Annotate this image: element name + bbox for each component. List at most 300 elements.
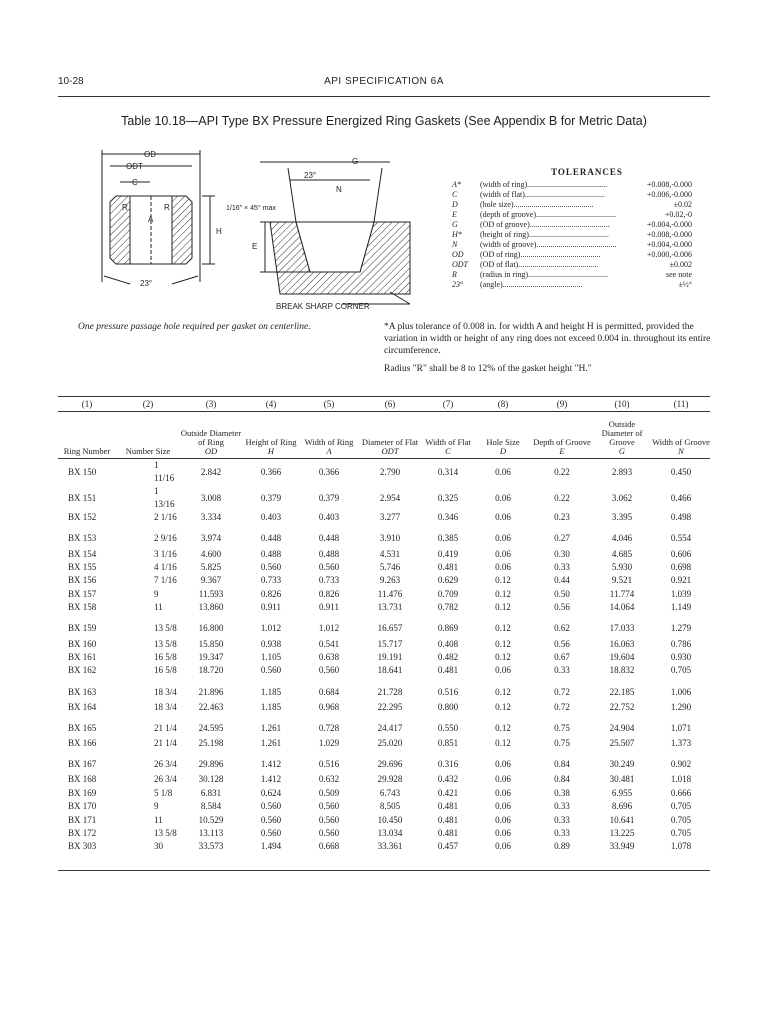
table-cell: BX 172 <box>68 828 97 839</box>
table-cell: 0.930 <box>670 651 692 662</box>
table-cell: 0.366 <box>260 466 282 477</box>
table-cell: 1.029 <box>318 738 340 749</box>
table-cell: 3.395 <box>611 512 633 523</box>
table-cell: 0.560 <box>260 814 282 825</box>
table-cell: 10.641 <box>609 814 635 825</box>
table-cell: 0.75 <box>554 738 570 749</box>
table-cell: 0.12 <box>495 588 511 599</box>
table-cell: 0.921 <box>670 575 692 586</box>
table-cell: BX 157 <box>68 588 97 599</box>
table-cell: BX 168 <box>68 774 97 785</box>
table-cell: 0.12 <box>495 686 511 697</box>
table-cell: 1.006 <box>670 686 692 697</box>
table-cell: 29.696 <box>377 759 403 770</box>
table-cell: 30.128 <box>198 774 224 785</box>
column-header-symbol: A <box>326 446 332 456</box>
table-cell: 0.481 <box>437 828 459 839</box>
tolerance-symbol: 23° <box>452 280 464 289</box>
column-header <box>422 412 474 459</box>
table-cell: 6.743 <box>379 787 401 798</box>
table-cell: 3.334 <box>200 512 222 523</box>
table-cell: 13.731 <box>377 602 403 613</box>
table-cell: 11.774 <box>609 588 635 599</box>
label-c: C <box>132 178 138 187</box>
table-row <box>58 574 710 587</box>
column-number: (2) <box>116 397 180 412</box>
table-cell: 0.33 <box>554 561 570 572</box>
table-cell: 0.12 <box>495 722 511 733</box>
table-row <box>58 614 710 637</box>
column-header <box>242 412 300 459</box>
table-cell: 16.657 <box>377 623 403 634</box>
table-cell: 3.062 <box>611 492 633 503</box>
column-header-symbol: H <box>267 446 275 456</box>
table-row <box>58 664 710 677</box>
table-cell: 0.33 <box>554 801 570 812</box>
table-cell: 24.904 <box>609 722 635 733</box>
table-cell: 0.560 <box>318 561 340 572</box>
tolerance-symbol: A* <box>452 180 461 189</box>
table-cell: 13 5/8 <box>154 638 177 649</box>
groove-section-view <box>260 162 410 304</box>
table-cell: 8.696 <box>611 801 633 812</box>
table-row <box>58 701 710 714</box>
column-header-row <box>58 412 710 459</box>
gasket-dimensions-table <box>58 396 710 854</box>
table-cell: 0.560 <box>260 561 282 572</box>
table-cell: 0.06 <box>495 466 511 477</box>
table-cell: 13.113 <box>198 828 224 839</box>
table-cell: 4.531 <box>379 548 401 559</box>
table-cell: 21.896 <box>198 686 224 697</box>
tolerance-description: (hole size)........................................ <box>480 200 594 209</box>
table-row <box>58 601 710 614</box>
table-cell: 9.367 <box>200 575 222 586</box>
table-cell: 0.38 <box>554 787 570 798</box>
table-cell: 9 <box>154 801 159 812</box>
table-row <box>58 511 710 524</box>
table-cell: 9.521 <box>611 575 633 586</box>
table-cell: 0.541 <box>318 638 340 649</box>
table-cell: 2.790 <box>379 466 401 477</box>
tolerance-value: +0.004,-0.000 <box>646 240 692 249</box>
column-header <box>592 412 652 459</box>
label-angle-top: 23° <box>304 171 317 180</box>
tolerance-symbol: D <box>452 200 458 209</box>
table-cell: 0.938 <box>260 638 282 649</box>
table-row <box>58 678 710 701</box>
table-cell: 0.385 <box>437 533 459 544</box>
table-cell: BX 163 <box>68 686 97 697</box>
column-number: (8) <box>474 397 532 412</box>
column-header-symbol: E <box>559 446 565 456</box>
table-cell: 0.33 <box>554 814 570 825</box>
table-cell: BX 161 <box>68 651 97 662</box>
table-cell: 0.826 <box>318 588 340 599</box>
table-cell: 0.84 <box>554 774 570 785</box>
table-cell: 11 <box>154 814 163 825</box>
column-header <box>116 412 180 459</box>
column-number: (3) <box>180 397 242 412</box>
column-number-row <box>58 397 710 412</box>
tolerances-title: TOLERANCES <box>551 167 623 177</box>
table-row <box>58 588 710 601</box>
table-cell: BX 153 <box>68 533 97 544</box>
column-header-text: Width of Flat <box>425 437 471 447</box>
table-cell: 0.560 <box>260 665 282 676</box>
tolerance-row <box>452 240 692 250</box>
table-cell: 0.786 <box>670 638 692 649</box>
table-cell: 0.911 <box>261 602 281 613</box>
table-cell: 0.75 <box>554 722 570 733</box>
table-cell: BX 156 <box>68 575 97 586</box>
table-cell: 16 5/8 <box>154 665 177 676</box>
tolerance-row <box>452 270 692 280</box>
table-cell: 1.261 <box>260 738 282 749</box>
table-cell: 1.018 <box>670 774 692 785</box>
tolerance-description: (width of flat)........................................ <box>480 190 605 199</box>
table-cell: 0.516 <box>318 759 340 770</box>
tolerance-row <box>452 180 692 190</box>
table-cell: 13.225 <box>609 828 635 839</box>
table-cell: 0.06 <box>495 774 511 785</box>
table-cell: 0.419 <box>437 548 459 559</box>
table-cell: 0.30 <box>554 548 570 559</box>
tolerance-description: (OD of ring)........................................ <box>480 250 601 259</box>
table-cell: 0.624 <box>260 787 282 798</box>
table-cell: 0.12 <box>495 623 511 634</box>
column-header-text: Outside Diameter of Ring <box>180 428 242 447</box>
table-cell: BX 169 <box>68 787 97 798</box>
tolerance-symbol: OD <box>452 250 464 259</box>
table-cell: 0.06 <box>495 665 511 676</box>
tolerance-description: (OD of groove)........................................ <box>480 220 610 229</box>
table-title: Table 10.18—API Type BX Pressure Energized Ring Gaskets (See Appendix B for Metric Data) <box>121 114 647 128</box>
table-cell: 0.84 <box>554 759 570 770</box>
table-row <box>58 773 710 786</box>
gasket-drawing <box>90 142 450 314</box>
table-cell: 3 1/16 <box>154 548 177 559</box>
table-cell: 0.67 <box>554 651 570 662</box>
table-cell: 19.191 <box>377 651 403 662</box>
table-cell: 25.020 <box>377 738 403 749</box>
table-cell: 0.62 <box>554 623 570 634</box>
table-cell: 0.22 <box>554 492 570 503</box>
tolerance-value: +0.006,-0.000 <box>646 190 692 199</box>
table-cell: 2 1/16 <box>154 512 177 523</box>
table-cell: 0.408 <box>437 638 459 649</box>
table-cell: 0.421 <box>437 787 459 798</box>
column-header <box>532 412 592 459</box>
table-cell: 0.606 <box>670 548 692 559</box>
table-cell: 0.56 <box>554 602 570 613</box>
table-cell: 2.842 <box>200 466 222 477</box>
label-e: E <box>252 242 258 251</box>
table-cell: 1.494 <box>260 841 282 852</box>
table-cell: 29.928 <box>377 774 403 785</box>
column-header-symbol: G <box>618 446 626 456</box>
column-header <box>474 412 532 459</box>
table-cell: 0.12 <box>495 638 511 649</box>
table-cell: 16.800 <box>198 623 224 634</box>
table-cell: 33.361 <box>377 841 403 852</box>
table-cell: 3.974 <box>200 533 222 544</box>
table-cell: 16.063 <box>609 638 635 649</box>
column-header-text: Height of Ring <box>245 437 297 447</box>
table-cell: 0.498 <box>670 512 692 523</box>
table-cell: 1.012 <box>260 623 282 634</box>
table-cell: 0.379 <box>318 492 340 503</box>
column-header-symbol: ODT <box>381 446 399 456</box>
table-cell: 0.12 <box>495 651 511 662</box>
table-cell: 1.373 <box>670 738 692 749</box>
table-cell: 0.89 <box>554 841 570 852</box>
table-cell: 0.481 <box>437 665 459 676</box>
table-cell: 0.902 <box>670 759 692 770</box>
table-cell: 1.185 <box>260 686 282 697</box>
table-cell: 0.448 <box>318 533 340 544</box>
table-cell: 0.22 <box>554 466 570 477</box>
tolerance-description: (width of groove)........................................ <box>480 240 617 249</box>
table-cell: 0.06 <box>495 828 511 839</box>
table-cell: 18.720 <box>198 665 224 676</box>
label-break-sharp-corner: BREAK SHARP CORNER <box>276 302 370 311</box>
column-header <box>58 412 116 459</box>
table-cell: 0.12 <box>495 701 511 712</box>
table-cell: 1.279 <box>670 623 692 634</box>
table-row <box>58 561 710 574</box>
table-cell: 0.23 <box>554 512 570 523</box>
table-cell: 0.733 <box>260 575 282 586</box>
table-cell: 0.379 <box>260 492 282 503</box>
column-header-text: Number Size <box>125 446 171 456</box>
table-cell: 1.290 <box>670 701 692 712</box>
table-cell: 0.346 <box>437 512 459 523</box>
tolerance-description: (depth of groove)........................................ <box>480 210 616 219</box>
table-cell: 18 3/4 <box>154 686 177 697</box>
table-cell: 13 5/8 <box>154 828 177 839</box>
tolerance-description: (radius in ring)........................................ <box>480 270 608 279</box>
table-row <box>58 547 710 560</box>
page-header <box>58 74 710 92</box>
label-odt: ODT <box>126 162 143 171</box>
table-cell: 0.782 <box>437 602 459 613</box>
table-cell: 0.705 <box>670 801 692 812</box>
table-cell: 5 1/8 <box>154 787 173 798</box>
table-cell: 0.450 <box>670 466 692 477</box>
table-cell: 1.412 <box>260 774 282 785</box>
label-h: H <box>216 227 222 236</box>
table-row <box>58 800 710 813</box>
tolerance-value: +0.008,-0.000 <box>646 230 692 239</box>
table-cell: 7 1/16 <box>154 575 177 586</box>
table-cell: 1.071 <box>670 722 692 733</box>
column-header <box>300 412 358 459</box>
table-cell: BX 155 <box>68 561 97 572</box>
table-cell: 1.078 <box>670 841 692 852</box>
table-cell: 0.509 <box>318 787 340 798</box>
tolerance-symbol: H* <box>452 230 462 239</box>
table-cell: 0.705 <box>670 665 692 676</box>
table-row <box>58 485 710 511</box>
table-cell: 18 3/4 <box>154 701 177 712</box>
column-number: (6) <box>358 397 422 412</box>
table-cell: 2.954 <box>379 492 401 503</box>
table-row <box>58 524 710 547</box>
table-cell: 0.629 <box>437 575 459 586</box>
table-cell: 0.50 <box>554 588 570 599</box>
tolerance-row <box>452 260 692 270</box>
column-header-symbol: OD <box>204 446 218 456</box>
tolerance-symbol: E <box>452 210 457 219</box>
table-cell: 13.860 <box>198 602 224 613</box>
table-cell: BX 151 <box>68 492 97 503</box>
table-cell: 0.560 <box>318 665 340 676</box>
tolerance-description: (width of ring)........................................ <box>480 180 608 189</box>
table-cell: 22.752 <box>609 701 635 712</box>
tolerance-description: (height of ring)........................................ <box>480 230 609 239</box>
table-cell: 0.481 <box>437 814 459 825</box>
table-row <box>58 651 710 664</box>
tolerance-row <box>452 200 692 210</box>
table-cell: 9.263 <box>379 575 401 586</box>
table-cell: 0.12 <box>495 738 511 749</box>
table-cell: 29.896 <box>198 759 224 770</box>
table-cell: 0.698 <box>670 561 692 572</box>
column-header-text: Diameter of Flat <box>361 437 419 447</box>
table-cell: 0.550 <box>437 722 459 733</box>
tolerance-value: +0.000,-0.006 <box>646 250 692 259</box>
column-header <box>652 412 710 459</box>
tolerance-notes <box>384 321 714 381</box>
table-cell: 0.06 <box>495 548 511 559</box>
header-rule <box>58 96 710 97</box>
tolerance-row <box>452 230 692 240</box>
table-cell: 1.012 <box>318 623 340 634</box>
table-cell: 0.554 <box>670 533 692 544</box>
table-cell: 0.33 <box>554 665 570 676</box>
table-cell: 30.481 <box>609 774 635 785</box>
column-number: (11) <box>652 397 710 412</box>
label-r-right: R <box>164 203 170 212</box>
table-cell: 0.826 <box>260 588 282 599</box>
table-cell: 24.595 <box>198 722 224 733</box>
table-cell: BX 165 <box>68 722 97 733</box>
tolerance-row <box>452 210 692 220</box>
table-cell: 0.705 <box>670 828 692 839</box>
table-row <box>58 827 710 840</box>
table-cell: 13.034 <box>377 828 403 839</box>
table-cell: BX 158 <box>68 602 97 613</box>
table-cell: 3.277 <box>379 512 401 523</box>
table-cell: 2.893 <box>611 466 633 477</box>
table-cell: 0.403 <box>260 512 282 523</box>
table-cell: 0.851 <box>437 738 459 749</box>
table-cell: 26 3/4 <box>154 759 177 770</box>
tolerance-note-1: *A plus tolerance of 0.008 in. for width A and height H is permitted, provided the variation in width or height of any ring does not exceed 0.004 in. throughout its entire circumference. <box>384 322 711 356</box>
table-cell: 1 11/16 <box>154 460 175 483</box>
tolerance-row <box>452 220 692 230</box>
tolerance-row <box>452 190 692 200</box>
table-cell: 4.600 <box>200 548 222 559</box>
table-cell: 0.06 <box>495 787 511 798</box>
table-cell: 0.27 <box>554 533 570 544</box>
tolerances-block <box>452 167 692 290</box>
table-cell: 10.450 <box>377 814 403 825</box>
ring-section-view <box>102 150 215 284</box>
table-cell: 0.12 <box>495 602 511 613</box>
table-cell: 0.800 <box>437 701 459 712</box>
table-cell: 13 5/8 <box>154 623 177 634</box>
table-cell: 21 1/4 <box>154 738 177 749</box>
table-cell: 22.295 <box>377 701 403 712</box>
tolerance-symbol: R <box>452 270 457 279</box>
table-cell: 0.56 <box>554 638 570 649</box>
tolerance-value: ±0.02 <box>673 200 692 209</box>
table-cell: 0.869 <box>437 623 459 634</box>
table-cell: 0.44 <box>554 575 570 586</box>
table-cell: 21.728 <box>377 686 403 697</box>
table-cell: 14.064 <box>609 602 635 613</box>
table-cell: 0.560 <box>318 814 340 825</box>
table-cell: 0.466 <box>670 492 692 503</box>
table-cell: 1.185 <box>260 701 282 712</box>
table-cell: 0.06 <box>495 533 511 544</box>
tolerance-value: +0.004,-0.000 <box>646 220 692 229</box>
label-angle-bottom: 23° <box>140 279 153 288</box>
table-cell: 0.488 <box>318 548 340 559</box>
table-cell: 0.560 <box>318 828 340 839</box>
table-cell: BX 152 <box>68 512 97 523</box>
table-cell: 19.604 <box>609 651 635 662</box>
table-cell: 15.717 <box>377 638 403 649</box>
table-cell: 1.149 <box>670 602 692 613</box>
column-number: (5) <box>300 397 358 412</box>
column-header <box>358 412 422 459</box>
table-cell: 0.06 <box>495 841 511 852</box>
table-row <box>58 813 710 826</box>
table-cell: 4 1/16 <box>154 561 177 572</box>
table-cell: BX 164 <box>68 701 97 712</box>
table-cell: 0.482 <box>437 651 459 662</box>
table-cell: 0.325 <box>437 492 459 503</box>
table-cell: 0.314 <box>437 466 459 477</box>
table-cell: 5.746 <box>379 561 401 572</box>
table-cell: BX 167 <box>68 759 97 770</box>
table-cell: 0.12 <box>495 575 511 586</box>
table-cell: BX 303 <box>68 841 97 852</box>
table-cell: 24.417 <box>377 722 403 733</box>
table-cell: 0.911 <box>319 602 339 613</box>
tolerance-note-2: Radius "R" shall be 8 to 12% of the gasket height "H." <box>384 364 592 374</box>
tolerance-description: (OD of flat)........................................ <box>480 260 599 269</box>
table-cell: 1 13/16 <box>154 486 175 509</box>
table-cell: 0.560 <box>260 828 282 839</box>
table-cell: 6.831 <box>200 787 222 798</box>
table-cell: 26 3/4 <box>154 774 177 785</box>
table-cell: 17.033 <box>609 623 635 634</box>
table-cell: 0.432 <box>437 774 459 785</box>
table-cell: 11.593 <box>198 588 224 599</box>
table-cell: 2 9/16 <box>154 533 177 544</box>
table-cell: 9 <box>154 588 159 599</box>
table-row <box>58 787 710 800</box>
running-title: API SPECIFICATION 6A <box>324 76 444 87</box>
tolerance-symbol: N <box>452 240 458 249</box>
table-cell: BX 159 <box>68 623 97 634</box>
table-cell: 0.733 <box>318 575 340 586</box>
table-cell: 5.930 <box>611 561 633 572</box>
